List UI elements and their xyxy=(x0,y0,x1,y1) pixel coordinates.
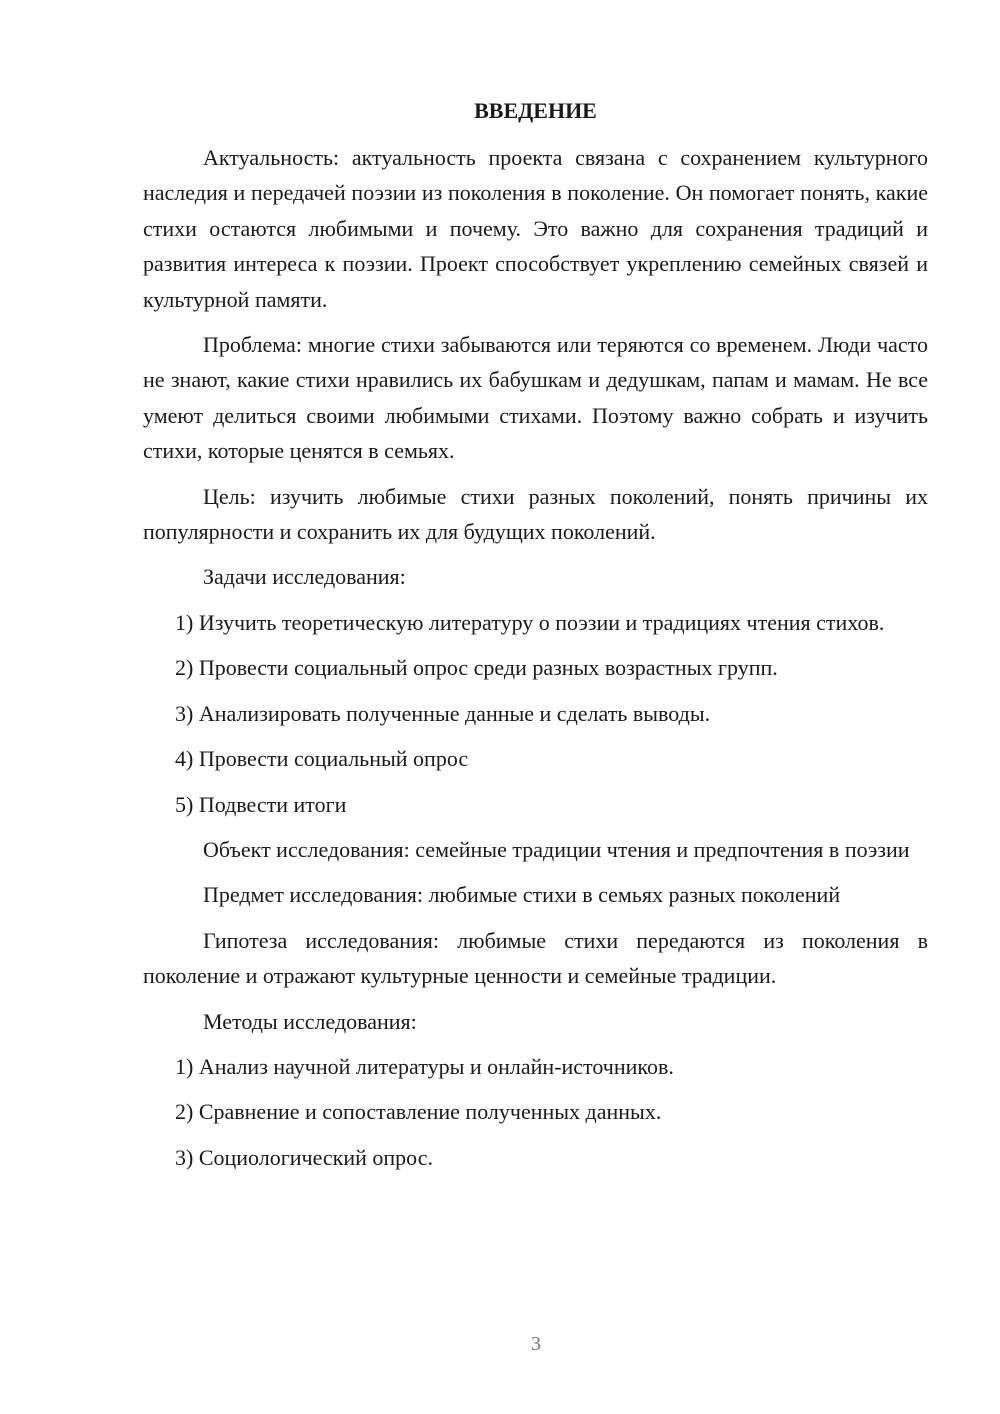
list-item-method-1: 1) Анализ научной литературы и онлайн-источников. xyxy=(175,1053,674,1079)
paragraph-problem: Проблема: многие стихи забываются или теряются со временем. Люди часто не знают, какие стихи нравились их бабушкам и дедушкам, папам и мамам. Не все умеют делиться своими любимыми стихами. Поэтому важно собрать и изучить стихи, которые ценятся в семьях. xyxy=(143,332,928,464)
paragraph-subject: Предмет исследования: любимые стихи в семьях разных поколений xyxy=(203,882,841,908)
paragraph-goal: Цель: изучить любимые стихи разных поколений, понять причины их популярности и сохранить их для будущих поколений. xyxy=(143,483,928,545)
paragraph-relevance: Актуальность: актуальность проекта связана с сохранением культурного наследия и передачей поэзии из поколения в поколение. Он помогает понять, какие стихи остаются любимыми и почему. Это важно для сохранения традиций и развития интереса к поэзии. Проект способствует укреплению семейных связей и культурной памяти. xyxy=(143,145,928,312)
list-item-task-4: 4) Провести социальный опрос xyxy=(175,746,469,772)
list-item-task-1: 1) Изучить теоретическую литературу о поэзии и традициях чтения стихов. xyxy=(175,609,885,635)
page-number: 3 xyxy=(531,1333,541,1355)
list-item-task-3: 3) Анализировать полученные данные и сделать выводы. xyxy=(175,700,711,726)
page-content xyxy=(143,96,928,1185)
paragraph-methods-heading: Методы исследования: xyxy=(203,1008,417,1034)
paragraph-object: Объект исследования: семейные традиции чтения и предпочтения в поэзии xyxy=(203,836,910,862)
paragraph-hypothesis: Гипотеза исследования: любимые стихи передаются из поколения в поколение и отражают культурные ценности и семейные традиции. xyxy=(143,927,928,989)
list-item-task-5: 5) Подвести итоги xyxy=(175,791,347,817)
list-item-task-2: 2) Провести социальный опрос среди разных возрастных групп. xyxy=(175,655,778,681)
paragraph-tasks-heading: Задачи исследования: xyxy=(203,564,406,590)
list-item-method-2: 2) Сравнение и сопоставление полученных данных. xyxy=(175,1099,662,1125)
page-title: ВВЕДЕНИЕ xyxy=(474,98,597,123)
list-item-method-3: 3) Социологический опрос. xyxy=(175,1144,433,1170)
